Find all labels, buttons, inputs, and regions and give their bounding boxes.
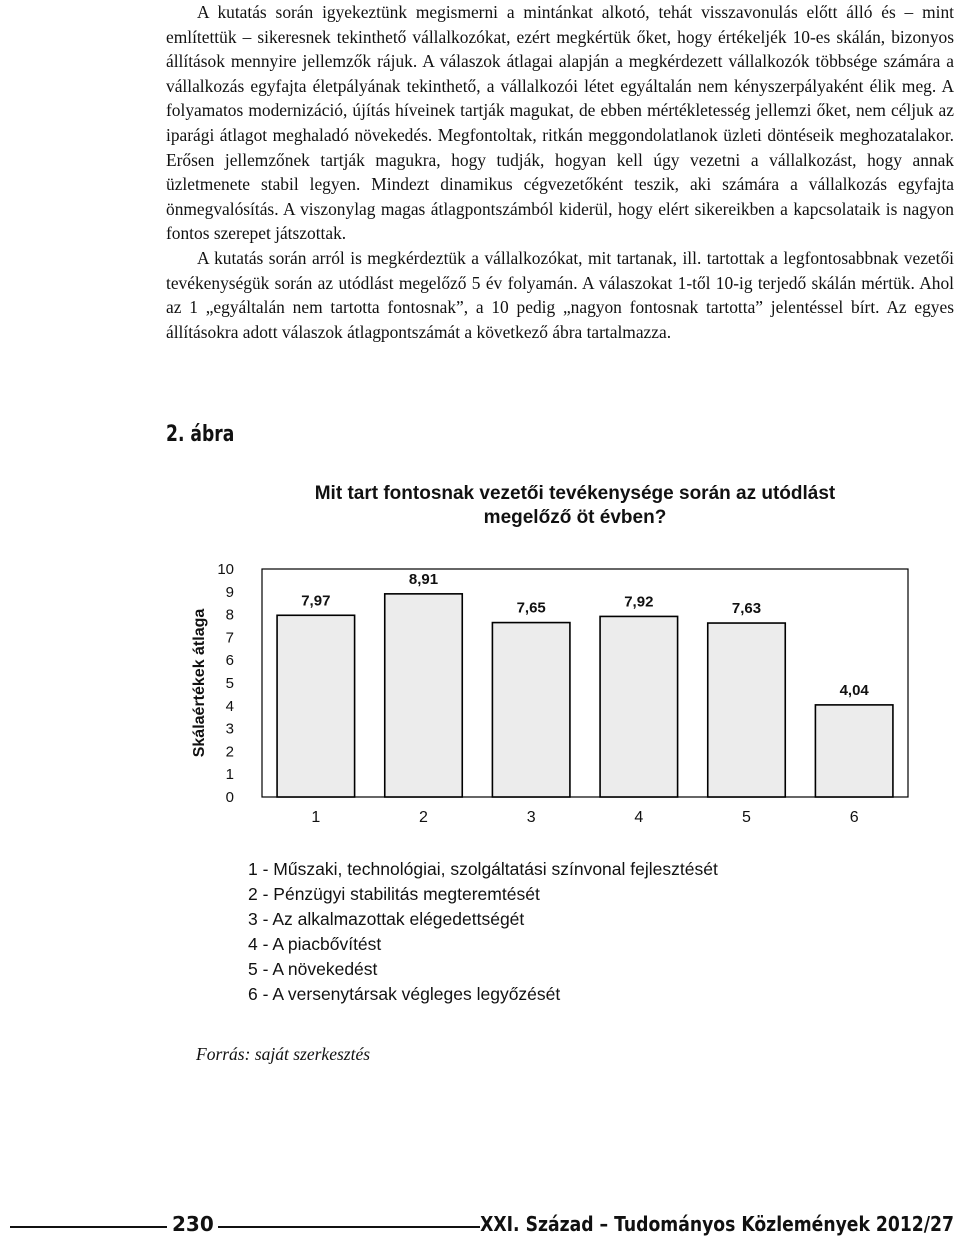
data-label: 7,65 (516, 599, 546, 617)
y-tick-label: 2 (225, 743, 234, 761)
y-tick-label: 6 (225, 652, 234, 670)
page-number: 230 (172, 1212, 214, 1236)
y-tick-label: 8 (225, 606, 234, 624)
y-tick-label: 5 (225, 675, 234, 692)
y-tick-label: 0 (225, 789, 234, 806)
x-tick-label: 3 (526, 809, 536, 826)
chart-title: Mit tart fontosnak vezetői tevékenysége során az utódlást megelőző öt évben? (314, 483, 836, 528)
plot-area (262, 569, 908, 797)
legend-item: 4 - A piacbővítést (248, 934, 382, 954)
data-label: 7,97 (301, 592, 331, 610)
x-tick-label: 2 (419, 809, 428, 826)
paragraph-1: A kutatás során igyekeztünk megismerni a mintánkat alkotó, tehát visszavonulás előtt álló és – mint említettük – sikeresnek tekinthető vállalkozókat, ezért megkértük őket, hogy értékeljék 10-es skálán, bizonyos állítások mennyire jellemzők rájuk. A válaszok átlagai alapján a megkérdezett vállalkozók többsége számára a vállalkozás egyfajta életpályának tekinthető, a vállalkozói létet egyáltalán nem kényszerpályaként élik meg. A folyamatos modernizáció, újítás híveinek tartják magukat, de ebben mértékletesség jellemzi őket, nem céljuk az iparági átlagot meghaladó növekedés. Megfontoltak, ritkán meggondolatlanok üzleti döntéseik meghozatalakor. Erősen jellemzőnek tartják magukra, hogy tudják, hogyan kell úgy vezetni a vállalkozást, hogy annak üzletmenete stabil legyen. Mindezt dinamikus cégvezetőként teszik, aki számára a vállalkozás egyfajta önmegvalósítás. A viszonylag magas átlagpontszámból kiderül, hogy elért sikereikben a kapcsolataik is nagyon fontos szerepet játszottak. (166, 2, 954, 244)
chart-layer (191, 561, 908, 826)
bar (277, 615, 355, 797)
data-label: 7,63 (731, 600, 762, 618)
x-tick-label: 4 (634, 809, 644, 826)
legend-item: 5 - A növekedést (248, 959, 378, 979)
bar (600, 616, 678, 797)
data-label: 8,91 (408, 570, 439, 588)
legend-item: 3 - Az alkalmazottak elégedettségét (248, 909, 525, 929)
y-tick-label: 9 (225, 583, 234, 601)
bar (492, 623, 570, 797)
footer-rule-middle (218, 1226, 480, 1228)
x-tick-label: 6 (849, 809, 859, 826)
bar (708, 623, 786, 797)
data-label: 4,04 (839, 681, 869, 699)
footer-rule-left (10, 1226, 167, 1228)
chart-legend (248, 857, 718, 1007)
figure-label: 2. ábra (166, 422, 235, 447)
paragraph-2: A kutatás során arról is megkérdeztük a vállalkozókat, mit tartanak, ill. tartottak a legfontosabbnak vezetői tevékenységük során az utódlást megelőző 5 év folyamán. A válaszokat 1-től 10-ig terjedő skálán mértük. Ahol az 1 „egyáltalán nem tartotta fontosnak”, a 10 pedig „nagyon fontosnak tartotta” jelentéssel bírt. Az egyes állításokra adott válaszok átlagpontszámát a következő ábra tartalmazza. (166, 247, 954, 342)
y-tick-label: 7 (225, 629, 234, 647)
figure-source: Forrás: saját szerkesztés (196, 1044, 371, 1064)
x-tick-label: 1 (311, 809, 321, 826)
y-tick-label: 3 (225, 720, 234, 738)
legend-item: 2 - Pénzügyi stabilitás megteremtését (248, 884, 540, 904)
bar (815, 705, 893, 797)
y-tick-label: 4 (225, 697, 234, 715)
journal-name: XXI. Század – Tudományos Közlemények 2012/27 (480, 1212, 954, 1236)
legend-item: 1 - Műszaki, technológiai, szolgáltatási színvonal fejlesztését (248, 859, 718, 879)
legend-item: 6 - A versenytársak végleges legyőzését (248, 984, 561, 1004)
bar (385, 594, 463, 797)
y-axis-label: Skálaértékek átlaga (191, 608, 208, 758)
x-tick-label: 5 (742, 809, 751, 826)
y-tick-label: 1 (225, 766, 234, 784)
y-tick-label: 10 (217, 561, 234, 578)
data-label: 7,92 (624, 593, 654, 611)
